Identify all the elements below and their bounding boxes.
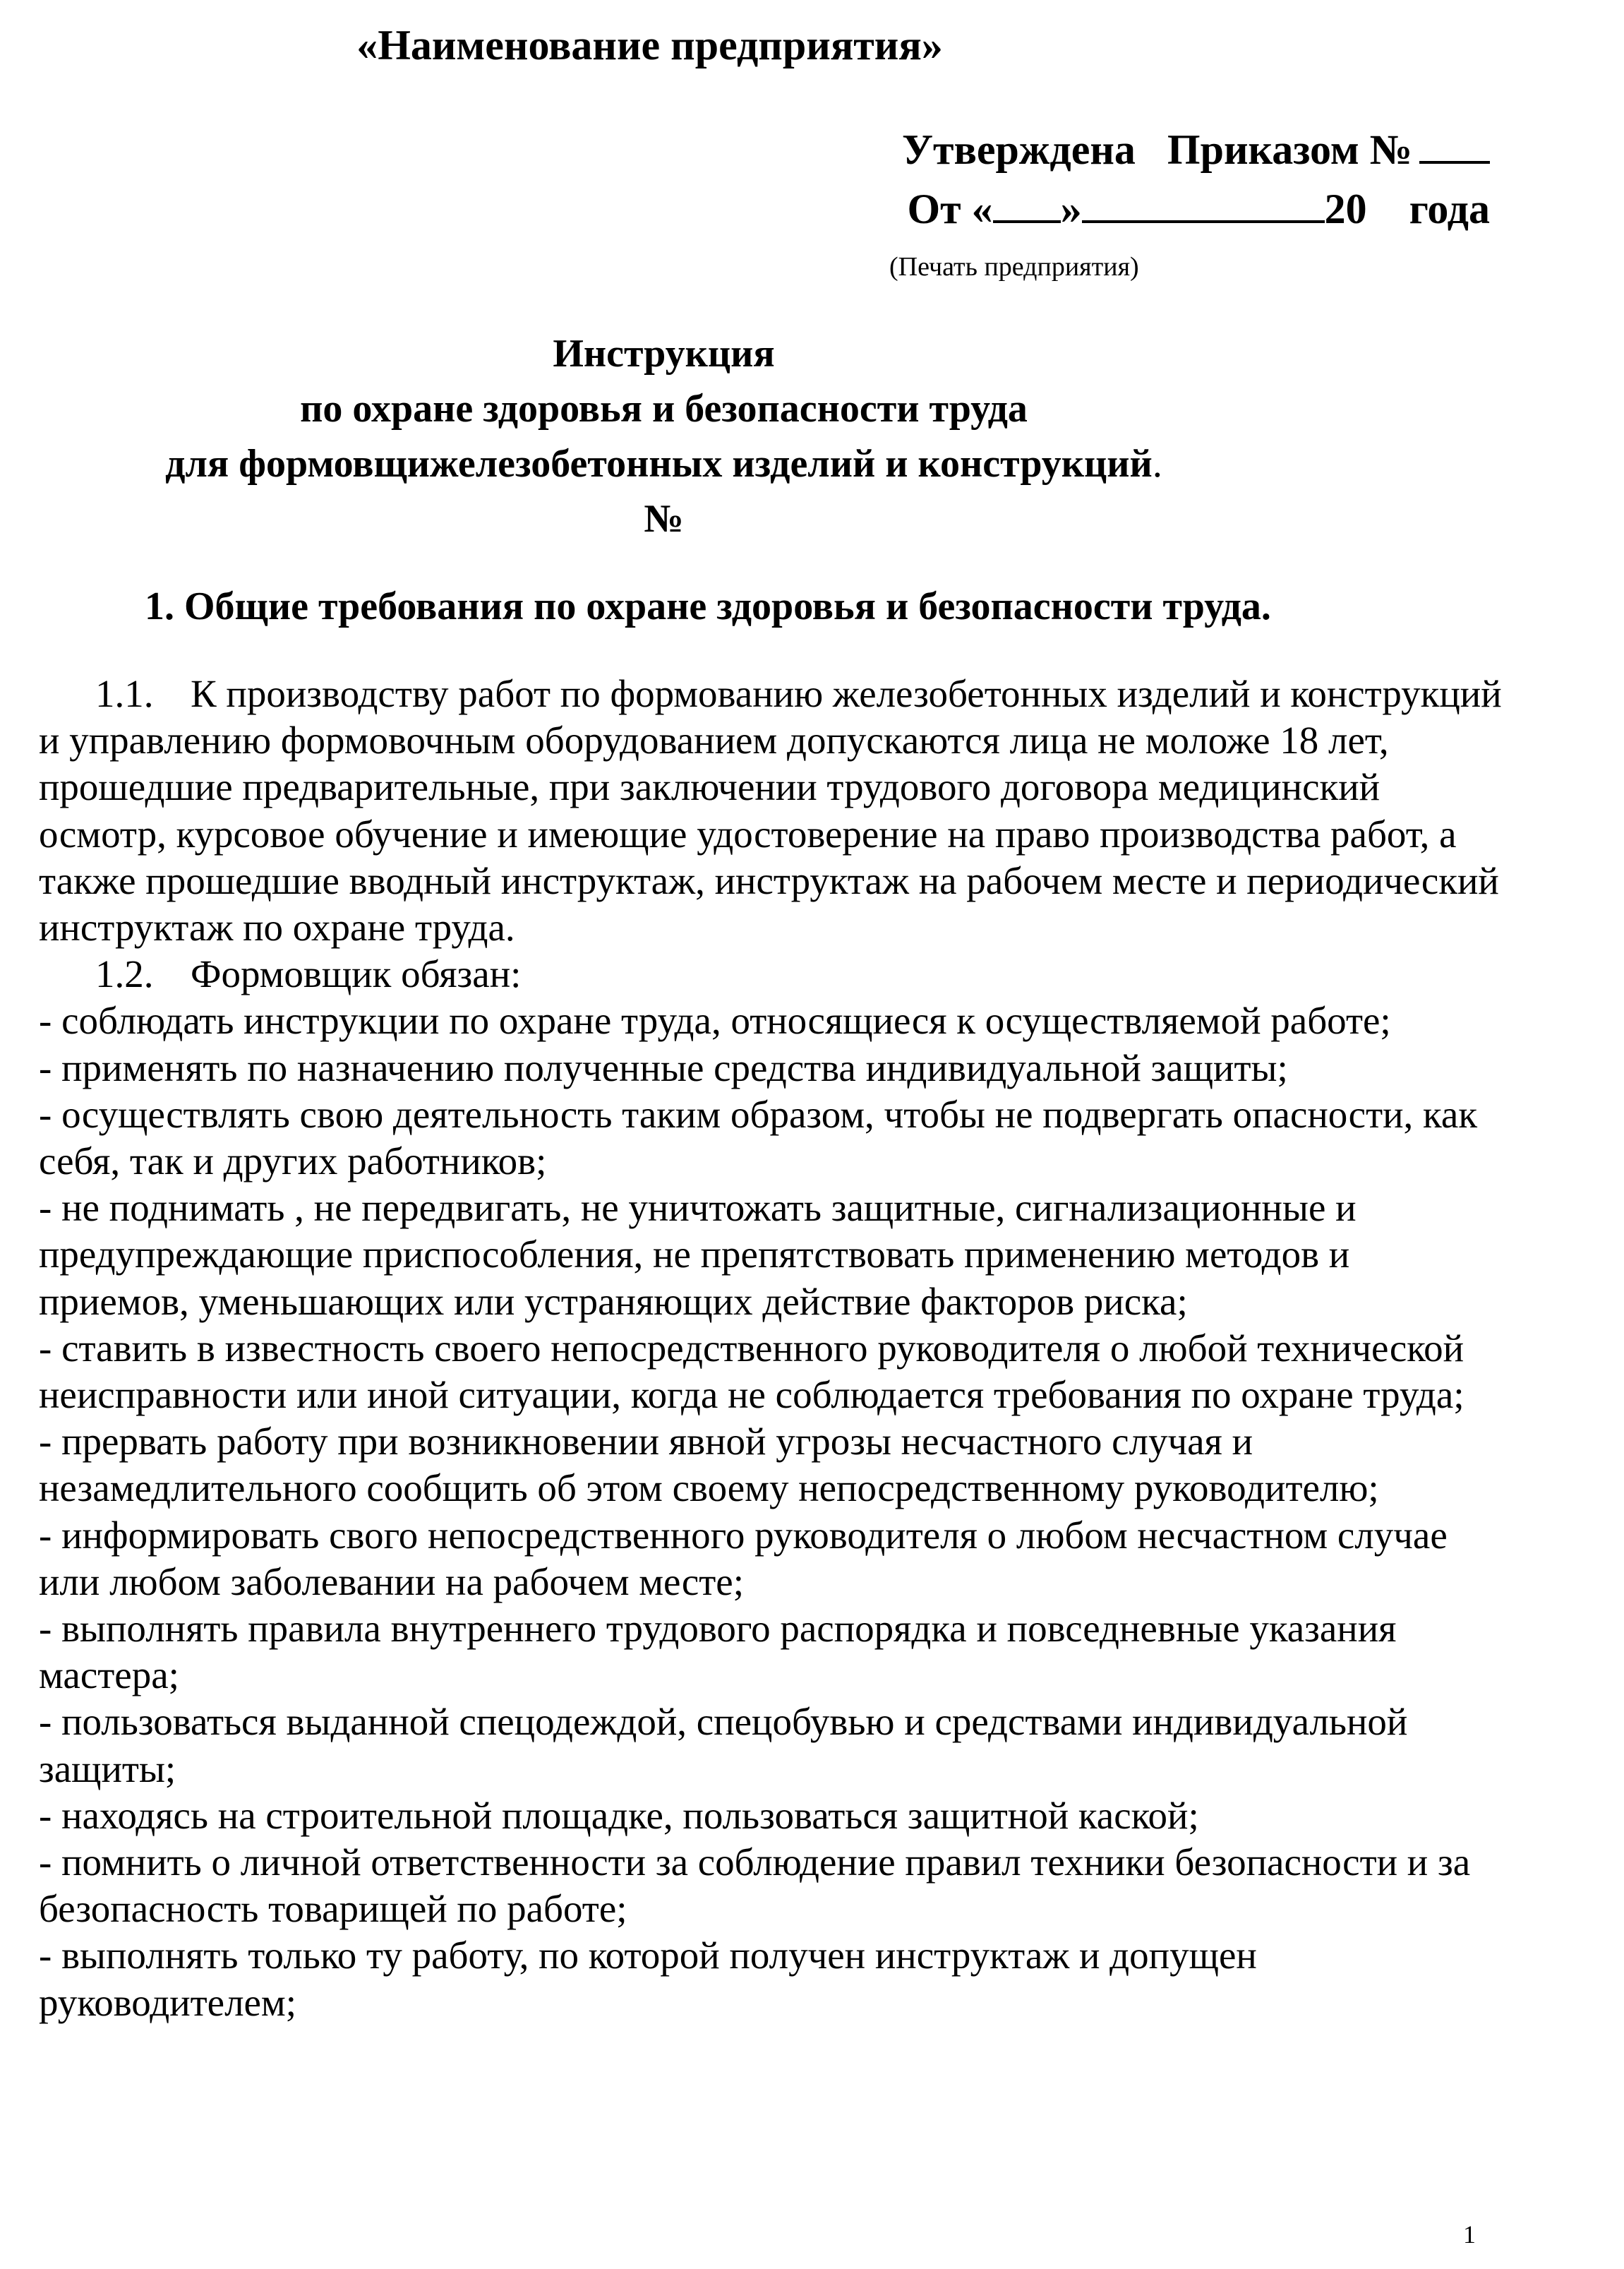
month-blank [1082, 185, 1325, 223]
list-item: - находясь на строительной площадке, пользоваться защитной каской; [39, 1793, 1199, 1837]
paragraph-number: 1.2. [95, 952, 154, 996]
list-item: - помнить о личной ответственности за соблюдение правил техники безопасности и за безопасность товарищей по работе; [39, 1840, 1471, 1931]
day-blank [993, 185, 1061, 223]
title-line-4: № [644, 497, 684, 541]
approval-block [902, 120, 1490, 239]
list-item: - выполнять правила внутреннего трудового распорядка и повседневные указания мастера; [39, 1607, 1397, 1697]
list-item: - не поднимать , не передвигать, не уничтожать защитные, сигнализационные и предупреждающие приспособления, не препятствовать применению методов и приемов, уменьшающих или устраняющих действие факторов риска; [39, 1186, 1357, 1323]
title-line-2: по охране здоровья и безопасности труда [300, 387, 1028, 431]
title-line-3-text: для формовщижелезобетонных изделий и конструкций [165, 442, 1153, 486]
company-name: «Наименование предприятия» [356, 22, 943, 68]
from-mid: » [1060, 186, 1082, 232]
section-heading: 1. Общие требования по охране здоровья и безопасности труда. [145, 585, 1271, 628]
document-title [0, 326, 1476, 546]
list-item: - применять по назначению полученные средства индивидуальной защиты; [39, 1046, 1288, 1089]
list-item: - осуществлять свою деятельность таким образом, чтобы не подвергать опасности, как себя, так и других работников; [39, 1092, 1478, 1183]
title-line-1: Инструкция [553, 332, 775, 376]
paragraph-number: 1.1. [95, 672, 154, 715]
paragraph-1-1 [39, 671, 1507, 951]
list-item: - ставить в известность своего непосредственного руководителя о любой технической неисправности или иной ситуации, когда не соблюдается требования по охране труда; [39, 1326, 1464, 1417]
paragraph-text: К производству работ по формованию железобетонных изделий и конструкций и управлению формовочным оборудованием допускаются лица не моложе 18 лет, прошедшие предварительные, при заключении трудового договора медицинский осмотр, курсовое обучение и имеющие удостоверение на право производства работ, а также прошедшие вводный инструктаж, инструктаж на рабочем месте и периодический инструктаж по охране труда. [39, 672, 1502, 950]
year-label: 20 года [1324, 186, 1490, 232]
stamp-note: (Печать предприятия) [889, 252, 1139, 282]
order-number-blank [1419, 126, 1490, 164]
list-item: - соблюдать инструкции по охране труда, относящиеся к осуществляемой работе; [39, 999, 1391, 1043]
title-line-3 [0, 436, 1476, 491]
list-item: - информировать свого непосредственного руководителя о любом несчастном случае или любом заболевании на рабочем месте; [39, 1513, 1448, 1603]
section-body [39, 671, 1507, 2026]
list-item: - прервать работу при возникновении явной угрозы несчастного случая и незамедлительного сообщить об этом своему непосредственному руководителю; [39, 1420, 1379, 1510]
approval-date-line [902, 179, 1490, 239]
page-number: 1 [1463, 2220, 1476, 2249]
approved-label: Утверждена Приказом № [901, 126, 1412, 173]
list-item: - пользоваться выданной спецодеждой, спецобувью и средствами индивидуальной защиты; [39, 1700, 1408, 1790]
from-label: От « [907, 186, 993, 232]
paragraph-text: Формовщик обязан: [191, 952, 522, 996]
paragraph-1-2 [39, 951, 1507, 998]
title-line-3-dot: . [1152, 442, 1162, 486]
approval-order-line [902, 120, 1490, 179]
list-item: - выполнять только ту работу, по которой получен инструктаж и допущен руководителем; [39, 1934, 1257, 2024]
